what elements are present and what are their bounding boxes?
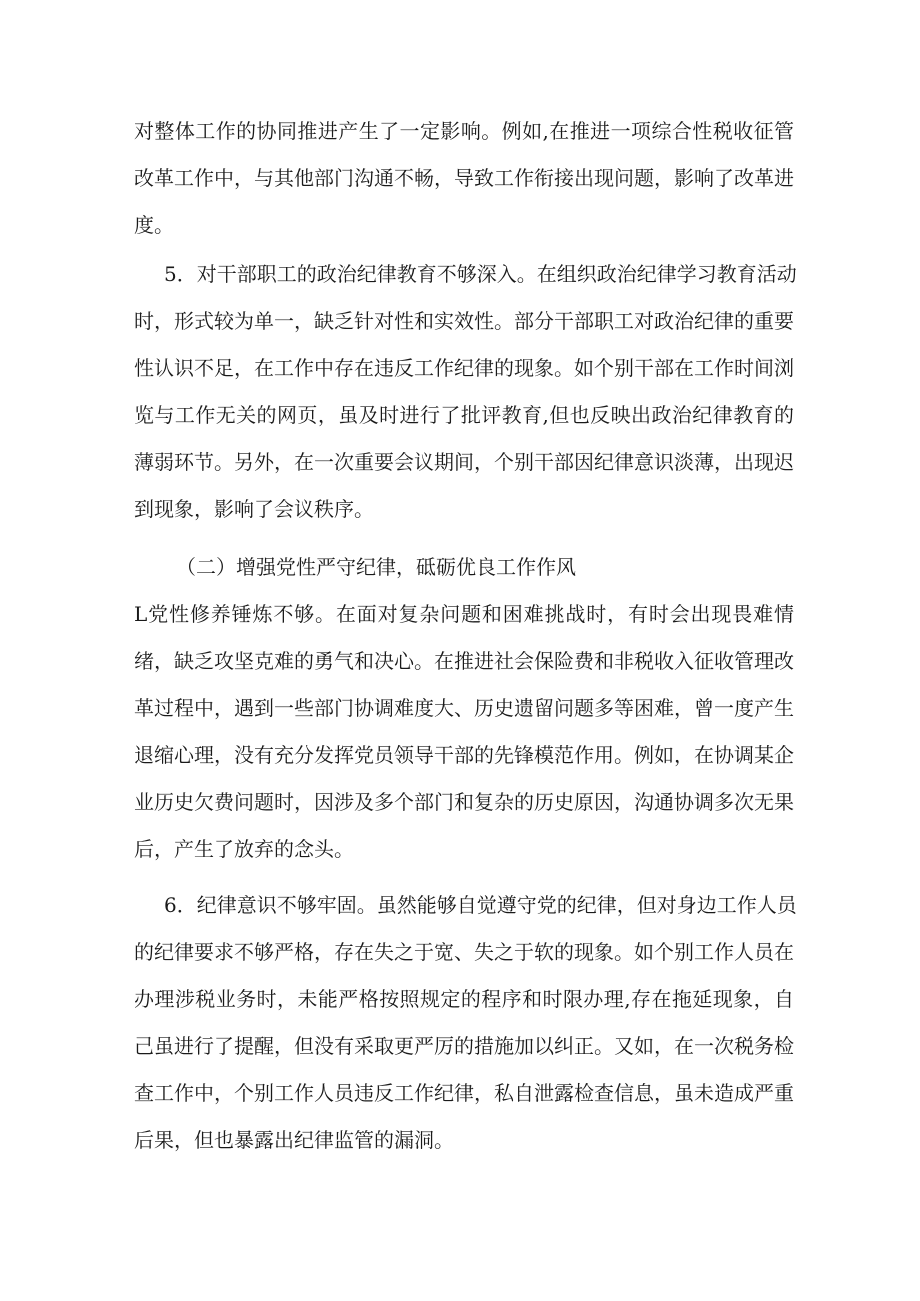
paragraph-item-6 — [134, 882, 797, 1164]
text-line: 革过程中，遇到一些部门协调难度大、历史遗留问题多等困难，曾一度产生 — [134, 696, 794, 720]
text-line: 览与工作无关的网页，虽及时进行了批评教育,但也反映出政治纪律教育的 — [134, 403, 794, 427]
text-line: 时，形式较为单一，缺乏针对性和实效性。部分干部职工对政治纪律的重要 — [134, 309, 794, 333]
paragraph-item-1 — [134, 591, 794, 873]
text-line: 后果，但也暴露出纪律监管的漏洞。 — [134, 1128, 454, 1152]
text-line: 薄弱环节。另外，在一次重要会议期间，个别干部因纪律意识淡薄，出现迟 — [134, 450, 794, 474]
paragraph-intro — [134, 108, 794, 249]
text-line: L党性修养锤炼不够。在面对复杂问题和困难挑战时，有时会出现畏难情 — [134, 602, 794, 626]
paragraph-item-5 — [134, 251, 797, 533]
text-line: 绪，缺乏攻坚克难的勇气和决心。在推进社会保险费和非税收入征收管理改 — [134, 649, 794, 673]
text-line: 办理涉税业务时，未能严格按照规定的程序和时限办理,存在拖延现象，自 — [134, 987, 794, 1011]
text-line: 性认识不足，在工作中存在违反工作纪律的现象。如个别干部在工作时间浏 — [134, 356, 794, 380]
text-line: 业历史欠费问题时，因涉及多个部门和复杂的历史原因，沟通协调多次无果 — [134, 790, 794, 814]
text-line: 5．对干部职工的政治纪律教育不够深入。在组织政治纪律学习教育活动 — [164, 262, 797, 286]
section-heading — [134, 544, 794, 591]
text-line: 后，产生了放弃的念头。 — [134, 837, 354, 861]
section-heading-text: （二）增强党性严守纪律，砥砺优良工作作风 — [176, 555, 576, 579]
text-line: 己虽进行了提醒，但没有采取更严厉的措施加以纠正。又如，在一次税务检 — [134, 1034, 794, 1058]
text-line: 度。 — [134, 213, 174, 237]
text-line: 到现象，影响了会议秩序。 — [134, 497, 374, 521]
text-line: 查工作中，个别工作人员违反工作纪律，私自泄露检查信息，虽未造成严重 — [134, 1081, 794, 1105]
text-line: 改革工作中，与其他部门沟通不畅，导致工作衔接出现问题，影响了改革进 — [134, 166, 794, 190]
text-line: 6．纪律意识不够牢固。虽然能够自觉遵守党的纪律，但对身边工作人员 — [164, 893, 797, 917]
text-line: 的纪律要求不够严格，存在失之于宽、失之于软的现象。如个别工作人员在 — [134, 940, 794, 964]
text-line: 对整体工作的协同推进产生了一定影响。例如,在推进一项综合性税收征管 — [134, 119, 794, 143]
text-line: 退缩心理，没有充分发挥党员领导干部的先锋模范作用。例如，在协调某企 — [134, 743, 794, 767]
